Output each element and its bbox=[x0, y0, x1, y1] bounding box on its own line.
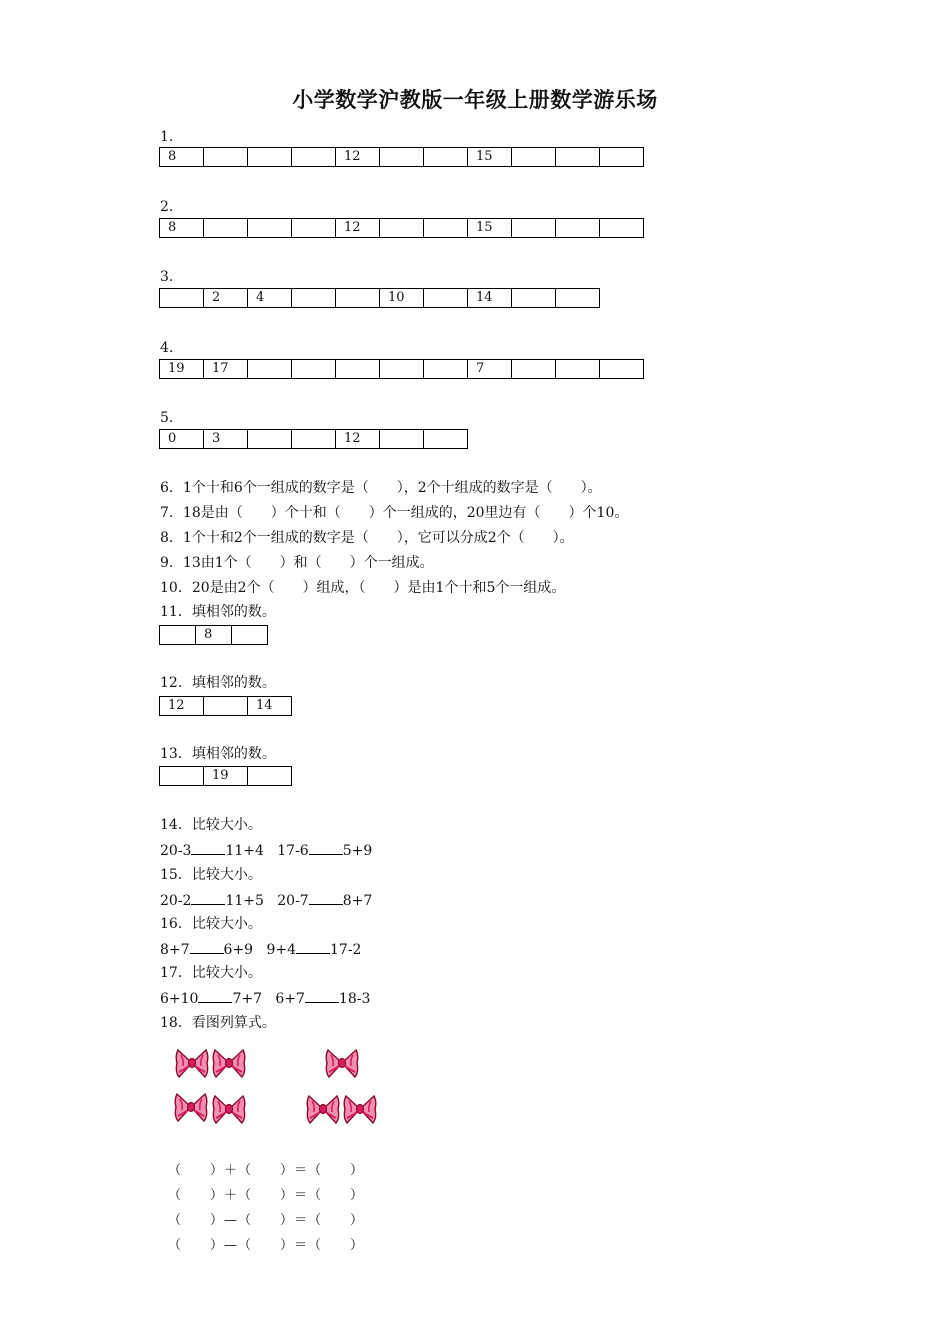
formula-line-2[interactable]: （ ）＋（ ）＝（ ） bbox=[168, 1188, 365, 1203]
grid-cell[interactable]: 19 bbox=[204, 767, 248, 786]
grid-cell[interactable] bbox=[292, 289, 336, 308]
grid-cell[interactable] bbox=[424, 219, 468, 238]
expr: 6+10 bbox=[160, 991, 199, 1007]
grid-cell[interactable] bbox=[204, 148, 248, 167]
compare-row-14 bbox=[160, 840, 372, 861]
q1-label: 1. bbox=[160, 129, 174, 145]
compare-row-17 bbox=[160, 988, 370, 1009]
grid-cell[interactable] bbox=[292, 430, 336, 449]
grid-cell[interactable]: 14 bbox=[468, 289, 512, 308]
q13-grid bbox=[159, 766, 292, 786]
grid-cell[interactable] bbox=[424, 289, 468, 308]
question-7: 7．18是由（ ）个十和（ ）个一组成的，20里边有（ ）个10。 bbox=[160, 505, 629, 521]
question-17: 17．比较大小。 bbox=[160, 965, 262, 981]
grid-cell[interactable]: 14 bbox=[248, 697, 292, 716]
expr: 18-3 bbox=[338, 991, 371, 1007]
grid-cell[interactable] bbox=[248, 219, 292, 238]
grid-cell[interactable] bbox=[512, 289, 556, 308]
q3-label: 3. bbox=[160, 269, 174, 285]
question-15: 15．比较大小。 bbox=[160, 867, 262, 883]
q2-grid bbox=[159, 218, 644, 238]
compare-row-15 bbox=[160, 890, 372, 911]
grid-cell[interactable]: 8 bbox=[160, 219, 204, 238]
grid-cell[interactable] bbox=[380, 430, 424, 449]
grid-cell[interactable] bbox=[204, 219, 248, 238]
answer-blank[interactable] bbox=[305, 988, 339, 1003]
q12-grid bbox=[159, 696, 292, 716]
q5-label: 5. bbox=[160, 410, 174, 426]
bow-icon bbox=[212, 1046, 246, 1080]
bow-icon bbox=[174, 1090, 208, 1124]
grid-cell[interactable] bbox=[424, 148, 468, 167]
grid-cell[interactable]: 12 bbox=[336, 148, 380, 167]
grid-cell[interactable] bbox=[512, 219, 556, 238]
formula-line-3[interactable]: （ ）—（ ）＝（ ） bbox=[168, 1213, 365, 1228]
question-6: 6．1个十和6个一组成的数字是（ ），2个十组成的数字是（ ）。 bbox=[160, 480, 602, 496]
grid-cell[interactable] bbox=[292, 219, 336, 238]
grid-cell[interactable]: 15 bbox=[468, 219, 512, 238]
q2-label: 2. bbox=[160, 199, 174, 215]
question-13: 13．填相邻的数。 bbox=[160, 746, 276, 762]
grid-cell[interactable]: 12 bbox=[336, 219, 380, 238]
question-8: 8．1个十和2个一组成的数字是（ ），它可以分成2个（ ）。 bbox=[160, 530, 574, 546]
bow-icon bbox=[325, 1046, 359, 1080]
grid-cell[interactable]: 2 bbox=[204, 289, 248, 308]
grid-cell[interactable] bbox=[556, 360, 600, 379]
q5-grid bbox=[159, 429, 468, 449]
grid-cell[interactable] bbox=[204, 697, 248, 716]
expr: 6+9 bbox=[223, 942, 254, 958]
q4-label: 4. bbox=[160, 340, 174, 356]
expr: 20-7 bbox=[277, 893, 309, 909]
compare-row-16 bbox=[160, 939, 361, 960]
formula-line-4[interactable]: （ ）—（ ）＝（ ） bbox=[168, 1238, 365, 1253]
answer-blank[interactable] bbox=[190, 939, 224, 954]
grid-cell[interactable]: 7 bbox=[468, 360, 512, 379]
grid-cell[interactable] bbox=[380, 219, 424, 238]
grid-cell[interactable] bbox=[556, 219, 600, 238]
expr: 8+7 bbox=[160, 942, 190, 958]
expr: 9+4 bbox=[266, 942, 296, 958]
expr: 5+9 bbox=[342, 843, 373, 859]
grid-cell[interactable] bbox=[292, 360, 336, 379]
grid-cell[interactable]: 0 bbox=[160, 430, 204, 449]
grid-cell[interactable] bbox=[248, 148, 292, 167]
grid-cell[interactable] bbox=[424, 360, 468, 379]
answer-blank[interactable] bbox=[191, 840, 225, 855]
grid-cell[interactable] bbox=[556, 148, 600, 167]
expr: 11+4 bbox=[225, 843, 264, 859]
question-16: 16．比较大小。 bbox=[160, 916, 262, 932]
question-12: 12．填相邻的数。 bbox=[160, 675, 276, 691]
expr: 6+7 bbox=[275, 991, 305, 1007]
grid-cell[interactable]: 19 bbox=[160, 360, 204, 379]
answer-blank[interactable] bbox=[191, 890, 225, 905]
grid-cell[interactable] bbox=[160, 767, 204, 786]
q11-grid bbox=[159, 625, 268, 645]
expr: 7+7 bbox=[232, 991, 262, 1007]
grid-cell[interactable] bbox=[336, 360, 380, 379]
expr: 17-6 bbox=[277, 843, 309, 859]
question-9: 9．13由1个（ ）和（ ）个一组成。 bbox=[160, 555, 434, 571]
grid-cell[interactable] bbox=[336, 289, 380, 308]
grid-cell[interactable]: 8 bbox=[196, 626, 232, 645]
grid-cell[interactable]: 4 bbox=[248, 289, 292, 308]
question-14: 14．比较大小。 bbox=[160, 817, 262, 833]
bow-icon bbox=[343, 1092, 377, 1126]
q3-grid bbox=[159, 288, 600, 308]
bow-icon bbox=[175, 1046, 209, 1080]
grid-cell[interactable]: 12 bbox=[336, 430, 380, 449]
grid-cell[interactable]: 15 bbox=[468, 148, 512, 167]
grid-cell[interactable] bbox=[600, 360, 644, 379]
grid-cell[interactable]: 3 bbox=[204, 430, 248, 449]
answer-blank[interactable] bbox=[309, 840, 343, 855]
formula-line-1[interactable]: （ ）＋（ ）＝（ ） bbox=[168, 1163, 365, 1178]
grid-cell[interactable] bbox=[512, 148, 556, 167]
grid-cell[interactable]: 17 bbox=[204, 360, 248, 379]
grid-cell[interactable] bbox=[248, 767, 292, 786]
expr: 11+5 bbox=[225, 893, 264, 909]
grid-cell[interactable] bbox=[248, 430, 292, 449]
grid-cell[interactable] bbox=[160, 626, 196, 645]
page-title: 小学数学沪教版一年级上册数学游乐场 bbox=[292, 88, 658, 112]
grid-cell[interactable] bbox=[512, 360, 556, 379]
question-10: 10．20是由2个（ ）组成，（ ）是由1个十和5个一组成。 bbox=[160, 580, 566, 596]
grid-cell[interactable] bbox=[380, 360, 424, 379]
grid-cell[interactable] bbox=[160, 289, 204, 308]
q1-grid bbox=[159, 147, 644, 167]
expr: 17-2 bbox=[330, 942, 362, 958]
expr: 20-2 bbox=[160, 893, 192, 909]
grid-cell[interactable] bbox=[600, 148, 644, 167]
grid-cell[interactable] bbox=[232, 626, 268, 645]
grid-cell[interactable] bbox=[248, 360, 292, 379]
grid-cell[interactable] bbox=[424, 430, 468, 449]
grid-cell[interactable] bbox=[600, 219, 644, 238]
question-11: 11．填相邻的数。 bbox=[160, 604, 276, 620]
question-18: 18．看图列算式。 bbox=[160, 1015, 276, 1031]
expr: 8+7 bbox=[342, 893, 373, 909]
grid-cell[interactable]: 8 bbox=[160, 148, 204, 167]
grid-cell[interactable]: 10 bbox=[380, 289, 424, 308]
grid-cell[interactable] bbox=[556, 289, 600, 308]
q4-grid bbox=[159, 359, 644, 379]
bow-icon bbox=[212, 1092, 246, 1126]
answer-blank[interactable] bbox=[198, 988, 232, 1003]
grid-cell[interactable]: 12 bbox=[160, 697, 204, 716]
answer-blank[interactable] bbox=[309, 890, 343, 905]
expr: 20-3 bbox=[160, 843, 192, 859]
answer-blank[interactable] bbox=[296, 939, 330, 954]
bow-icon bbox=[306, 1092, 340, 1126]
grid-cell[interactable] bbox=[292, 148, 336, 167]
grid-cell[interactable] bbox=[380, 148, 424, 167]
